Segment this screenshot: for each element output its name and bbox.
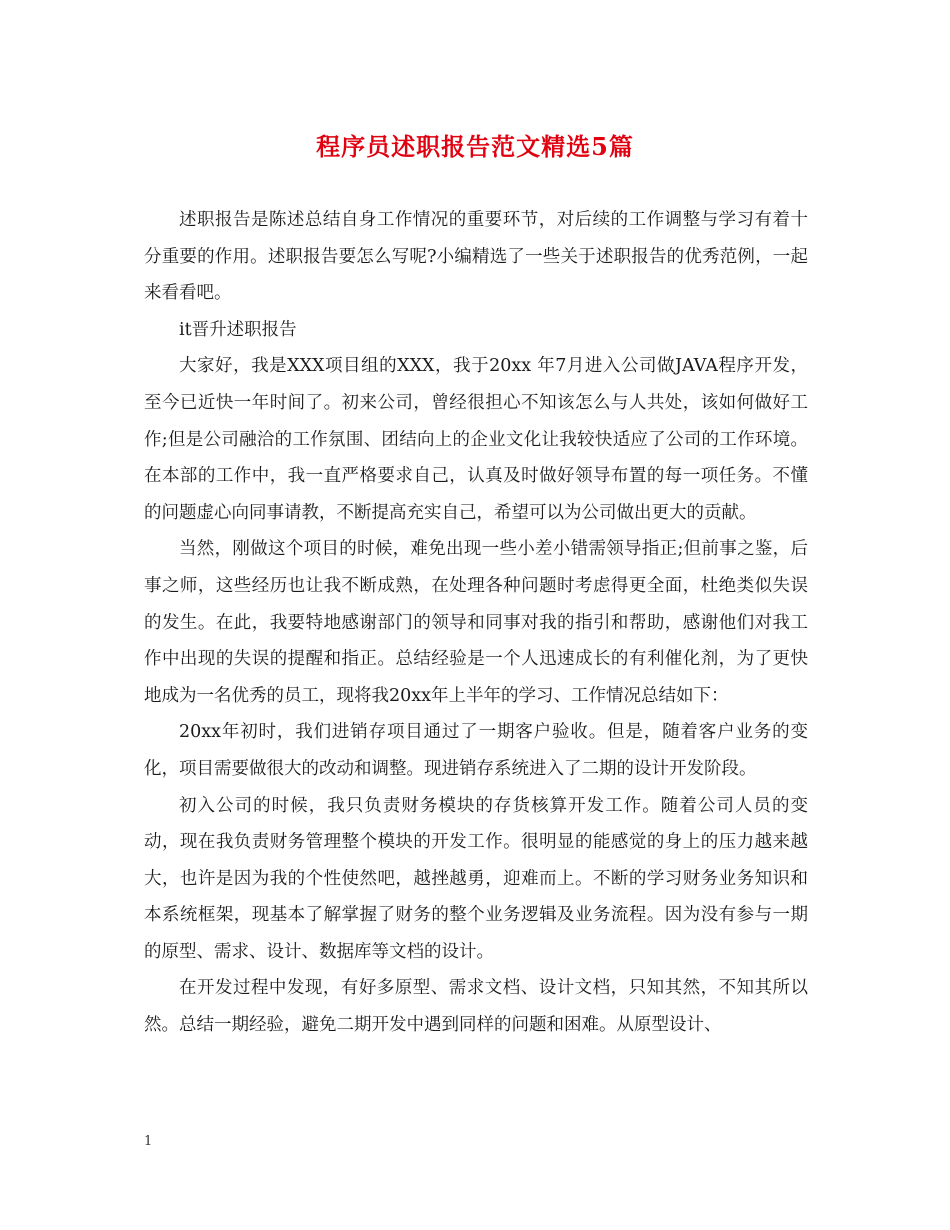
section-heading: it晋升述职报告 [179, 319, 297, 340]
document-title: 程序员述职报告范文精选5篇 [316, 132, 634, 161]
paragraph-intro: 述职报告是陈述总结自身工作情况的重要环节，对后续的工作调整与学习有着十分重要的作用。述职报告要怎么写呢?小编精选了一些关于述职报告的优秀范例，一起来看看吧。 [144, 210, 808, 304]
paragraph-project-status: 20xx年初时，我们进销存项目通过了一期客户验收。但是，随着客户业务的变化，项目需要做很大的改动和调整。现进销存系统进入了二期的设计开发阶段。 [144, 722, 808, 779]
paragraph-reflection: 当然，刚做这个项目的时候，难免出现一些小差小错需领导指正;但前事之鉴，后事之师，这些经历也让我不断成熟，在处理各种问题时考虑得更全面，杜绝类似失误的发生。在此，我要特地感谢部门的领导和同事对我的指引和帮助，感谢他们对我工作中出现的失误的提醒和指正。总结经验是一个人迅速成长的有利催化剂，为了更快地成为一名优秀的员工，现将我20xx年上半年的学习、工作情况总结如下： [144, 539, 808, 706]
paragraph-responsibilities: 初入公司的时候，我只负责财务模块的存货核算开发工作。随着公司人员的变动，现在我负责财务管理整个模块的开发工作。很明显的能感觉的身上的压力越来越大，也许是因为我的个性使然吧，越挫越勇，迎难而上。不断的学习财务业务知识和本系统框架，现基本了解掌握了财务的整个业务逻辑及业务流程。因为没有参与一期的原型、需求、设计、数据库等文档的设计。 [144, 795, 808, 962]
paragraph-development: 在开发过程中发现，有好多原型、需求文档、设计文档，只知其然，不知其所以然。总结一期经验，避免二期开发中遇到同样的问题和困难。从原型设计、 [144, 978, 808, 1036]
paragraph-greeting: 大家好，我是XXX项目组的XXX，我于20xx 年7月进入公司做JAVA程序开发，至今已近快一年时间了。初来公司，曾经很担心不知该怎么与人共处，该如何做好工作;但是公司融洽的工作氛围、团结向上的企业文化让我较快适应了公司的工作环境。在本部的工作中，我一直严格要求自己，认真及时做好领导布置的每一项任务。不懂的问题虚心向同事请教，不断提高充实自己，希望可以为公司做出更大的贡献。 [144, 356, 808, 523]
page-number: 1 [144, 1134, 153, 1149]
document-body [144, 202, 808, 1044]
